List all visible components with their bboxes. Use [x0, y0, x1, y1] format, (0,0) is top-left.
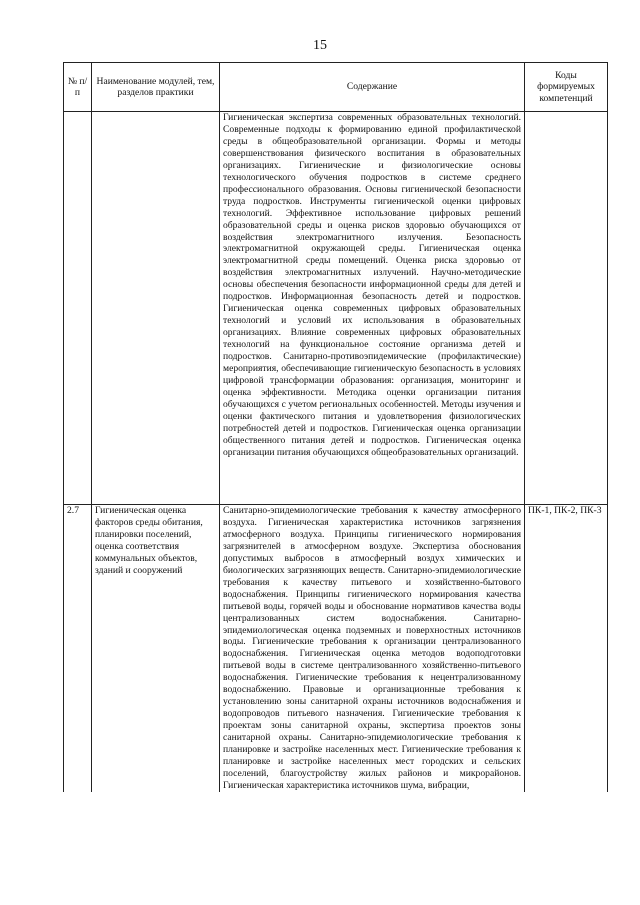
row-content [220, 505, 525, 792]
page-number: 15 [313, 38, 327, 53]
row-content-text: Санитарно-эпидемиологические требования к качеству атмосферного воздуха. Гигиеническая характеристика источников загрязнения атмосферного воздуха. Принципы гигиенического нормирования загрязнителей в атмосферном воздухе. Экспертиза обоснования допустимых выбросов в атмосферный воздух химических и биологических загрязняющих веществ. Санитарно-эпидемиологические требования к качеству питьевого и хозяйственно-бытового водоснабжения. Принципы гигиенического нормирования качества питьевой воды, горячей воды и обоснование нормативов качества воды централизованных систем водоснабжения. Санитарно-эпидемиологическая оценка подземных и поверхностных источников воды. Гигиенические требования к организации централизованного водоснабжения. Гигиеническая оценка методов водоподготовки питьевой воды в системе централизованного хозяйственно-питьевого водоснабжения. Гигиенические требования к нецентрализованному водоснабжению. Правовые и организационные требования к установлению зоны санитарной охраны источников водоснабжения и водопроводов питьевого назначения. Гигиенические требования к проектам зоны санитарной охраны, экспертиза проектов зоны санитарной охраны. Санитарно-эпидемиологические требования к планировке и застройке населенных мест. Гигиенические требования к планировке и застройке населенных мест городских и сельских поселений, благоустройству жилых районов и микрорайонов. Гигиеническая характеристика источников шума, вибрации, [223, 505, 521, 791]
practice-program-table [63, 62, 608, 792]
table-row [64, 112, 608, 505]
row-module-name [92, 112, 220, 505]
header-module-name: Наименование модулей, тем, разделов практики [92, 63, 220, 112]
row-competence-codes [525, 112, 608, 505]
header-competence-codes: Коды формируемых компетенций [525, 63, 608, 112]
table-header-row [64, 63, 608, 112]
row-module-name: Гигиеническая оценка факторов среды обитания, планировки поселений, оценка соответствия коммунальных объектов, зданий и сооружений [92, 505, 220, 792]
row-number [64, 112, 92, 505]
header-number: № п/п [64, 63, 92, 112]
row-content-text: Гигиеническая экспертиза современных образовательных технологий. Современные подходы к формированию единой профилактической среды в общеобразовательной организации. Формы и методы совершенствования физического воспитания в образовательных организациях. Гигиенические и физиологические основы технологического обучения подростков в системе среднего профессионального образования. Основы гигиенической безопасности труда подростков. Инструменты гигиенической оценки цифровых технологий. Эффективное использование цифровых решений образовательной среды и оценка рисков здоровью обучающихся от воздействия электромагнитного излучения. Безопасность электромагнитной окружающей среды. Гигиеническая оценка электромагнитной среды помещений. Оценка риска здоровью от воздействия электромагнитных излучений. Научно-методические основы обеспечения безопасности информационной среды для детей и подростков. Информационная безопасность детей и подростков. Гигиеническая оценка современных цифровых образовательных технологий и условий их использования в образовательных организациях. Влияние современных цифровых образовательных технологий на функциональное состояние организма детей и подростков. Санитарно-противоэпидемические (профилактические) мероприятия, обеспечивающие гигиеническую безопасность в условиях цифровой трансформации образования: организация, мониторинг и оценка эффективности. Методика оценки организации питания обучающихся с учетом региональных особенностей. Методы изучения и оценки фактического питания и удовлетворения физиологических потребностей детей и подростков. Гигиеническая оценка организации общественного питания детей и подростков. Гигиеническая оценка организации питания обучающихся общеобразовательных организаций. [223, 112, 521, 458]
row-content [220, 112, 525, 505]
header-content: Содержание [220, 63, 525, 112]
row-competence-codes: ПК-1, ПК-2, ПК-3 [525, 505, 608, 792]
table-row [64, 505, 608, 792]
row-number: 2.7 [64, 505, 92, 792]
